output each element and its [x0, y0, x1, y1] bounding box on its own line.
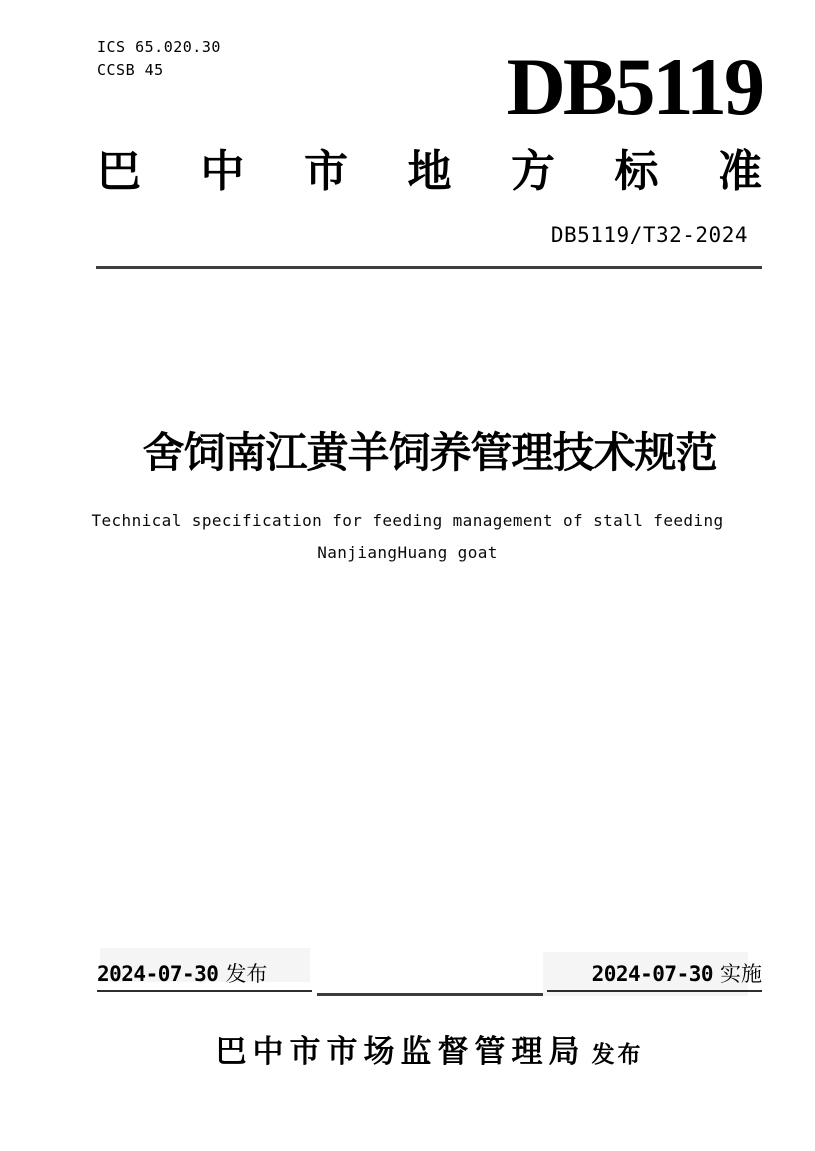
ics-code: ICS 65.020.30: [97, 38, 221, 56]
footer-rule-middle: [317, 993, 543, 996]
implement-label: 实施: [720, 963, 762, 986]
implement-date-group: [592, 960, 762, 989]
classification-codes: [97, 36, 221, 82]
issue-date-group: [97, 960, 267, 989]
standard-number: DB5119/T32-2024: [550, 223, 748, 247]
standard-name-char: 中: [200, 147, 245, 196]
issue-label: 发布: [225, 963, 268, 986]
dates-row: [97, 960, 762, 989]
ccsb-code: CCSB 45: [97, 61, 164, 79]
publisher-name: 巴中市市场监督管理局: [215, 1034, 586, 1069]
footer-rule-right: [547, 990, 762, 992]
title-cn: 舍饲南江黄羊饲养管理技术规范: [142, 429, 717, 476]
implement-date: 2024-07-30: [591, 962, 713, 986]
header-rule: [96, 266, 762, 269]
standard-name-char: 标: [614, 147, 659, 196]
title-en-line1: Technical specification for feeding management of stall feeding: [91, 511, 724, 530]
standard-name-char: 巴: [97, 147, 141, 196]
publisher-suffix: 发布: [591, 1041, 644, 1067]
title-en: [60, 505, 755, 569]
standard-name-char: 准: [718, 147, 762, 196]
standard-name-char: 市: [304, 147, 348, 196]
db-logo: DB5119: [506, 41, 762, 132]
standard-name: [97, 146, 762, 198]
title-en-line2: NanjiangHuang goat: [317, 543, 498, 562]
standard-name-char: 地: [407, 147, 452, 196]
footer-rule-left: [97, 990, 312, 992]
standard-name-char: 方: [511, 147, 555, 196]
issue-date: 2024-07-30: [97, 962, 219, 986]
publisher-row: [97, 1026, 762, 1071]
